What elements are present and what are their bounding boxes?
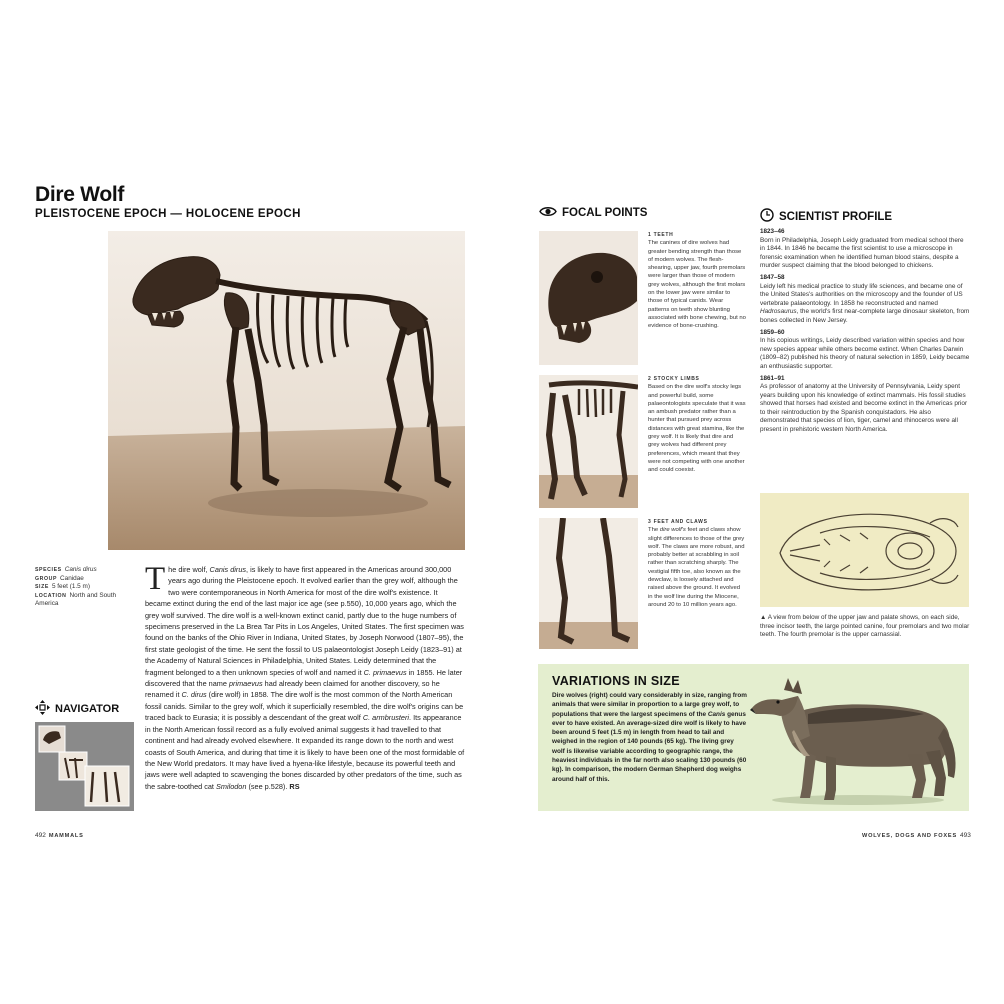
focal-point-text: feet and claws show slight differences to those of the grey wolf. The claws are more robust, and probably better at scrabbling in soil rather than scratching sharply. The vestigial fifth toe, also known as the dewclaw, is loosely attached and raised above the ground. It evolved in the wolf line during the Miocene, around 20 to 10 million years ago. <box>648 527 745 608</box>
variations-italic: Canis <box>707 710 726 718</box>
right-page <box>502 0 1004 1004</box>
section-name: MAMMALS <box>48 833 84 839</box>
focal-point-1 <box>648 231 746 331</box>
skeleton-photo <box>108 231 465 550</box>
fact-label: GROUP <box>35 575 58 582</box>
fact-label: LOCATION <box>35 592 67 599</box>
navigator-thumbnail[interactable] <box>35 722 134 811</box>
focal-point-2 <box>648 375 746 475</box>
folio-right <box>859 832 971 839</box>
focal-image-limbs <box>539 375 638 508</box>
scientist-profile-heading <box>760 208 892 225</box>
focal-point-heading: 2 STOCKY LIMBS <box>648 376 700 382</box>
focal-point-heading: 1 TEETH <box>648 232 674 238</box>
body-italic: C. armbrusteri <box>362 713 410 723</box>
clock-icon <box>760 208 774 225</box>
wolf-illustration <box>748 670 963 807</box>
fact-label: SIZE <box>35 584 49 591</box>
body-italic: primaevus <box>228 679 263 689</box>
scientist-timeline <box>760 228 970 435</box>
variations-title: VARIATIONS IN SIZE <box>552 674 680 688</box>
fact-value: 5 feet (1.5 m) <box>51 583 90 591</box>
body-run: . Its appearance in the North American fossil record as a fully evolved animal suggests it had travelled to that continent and had already evolved elsewhere. It expanded its range down to the north and west coasts of South America, and during that time it is likely to have been one of the most formidable of the New World predators. It may have lived a hyena-like lifestyle, because its powerful teeth and jaws were well adapted to scavenging the bones discarded by other predators of the time, such as the sabre-toothed cat <box>145 713 465 791</box>
fact-value: North and South America <box>35 591 117 608</box>
page-number: 492 <box>35 832 46 839</box>
page-subtitle: PLEISTOCENE EPOCH — HOLOCENE EPOCH <box>35 208 301 220</box>
skeleton-illustration <box>108 231 465 550</box>
variations-run: Dire wolves (right) could vary considerably in size, ranging from animals that were similar in proportion to a large grey wolf, to populations that were the largest specimens of the <box>552 692 747 718</box>
navigator-icon <box>35 700 50 718</box>
navigator-heading <box>35 700 119 718</box>
drop-cap: T <box>145 561 166 597</box>
timeline-text-pre: Leidy left his medical practice to study life sciences, and became one of the United States's authorities on the microscopy and the founder of US vertebrate palaeontology. In 1858 he reconstructed and named <box>760 282 963 307</box>
timeline-text: Born in Philadelphia, Joseph Leidy graduated from medical school there in 1844. In 1846 he became the first scientist to use a microscope in forensic examination when he identified human blood stains, despite a murder suspect claiming that the blood belonged to chickens. <box>760 236 964 270</box>
fact-value: Canidae <box>60 574 84 582</box>
body-italic: Canis dirus <box>209 565 247 574</box>
focal-point-text-pre: The <box>648 527 660 534</box>
body-run: , is likely to have first appeared in the Americas around 300,000 years ago during the Pleistocene epoch. It evolved earlier than the grey wolf, although the two were contemporaneous in North America for most of the dire wolf's existence. It became extinct during the end of the last major ice age (see p.550), 10,000 years ago, which the grey wolf survived. The dire wolf is a well-known extinct canid, partly due to the huge numbers of specimens preserved in the La Brea Tar Pits in Los Angeles, United States. The first specimen was found on the banks of the Ohio River in Indiana, United States, by Joseph Norwood (1807–95), the first state geologist of the time. He sent the fossil to US palaeontologist Joseph Leidy (1823–91) at the Academy of Natural Sciences in Philadelphia, United States. Leidy determined that the fragment belonged to a then unknown species of wolf and named it <box>145 565 464 677</box>
focal-points-title: FOCAL POINTS <box>562 207 648 219</box>
scientist-profile-title: SCIENTIST PROFILE <box>779 210 893 223</box>
body-run: had already been claimed for another discovery, so he renamed it <box>145 679 440 700</box>
variations-box <box>538 664 969 811</box>
fact-value: Canis dirus <box>64 566 97 573</box>
skull-engraving <box>760 493 969 607</box>
focal-point-3 <box>648 518 746 609</box>
focal-point-text: Based on the dire wolf's stocky legs and powerful build, some palaeontologists speculate that it was an ambush predator rather than a hunter that pursued prey across distances with great stamina, like the grey wolf. It is likely that dire and grey wolves had different prey preferences, which meant that they were not competing with one another and could coexist. <box>648 384 746 474</box>
timeline-italic: Hadrosaurus <box>760 308 797 316</box>
body-italic: C. dirus <box>181 690 207 700</box>
focal-image-feet <box>539 518 638 649</box>
variations-text <box>552 691 748 784</box>
timeline-text: As professor of anatomy at the University of Pennsylvania, Leidy spent years building upon his knowledge of extinct mammals. His fossil studies showed that horses had existed and become extinct in the Americas prior to their reintroduction by the Spanish conquistadors. He also demonstrated that species of lion, tiger, camel and rhinoceros were all present in prehistoric western North America. <box>760 383 968 434</box>
timeline-text: In his copious writings, Leidy described variation within species and how new species appear while others become extinct. When Charles Darwin (1809–82) published his theory of natural selection in 1859, Leidy became an enthusiastic supporter. <box>760 337 970 370</box>
timeline-year: 1861–91 <box>760 374 785 382</box>
body-run: (dire wolf) in 1858. The dire wolf is the most common of the North American fossil canids. Similar to the grey wolf, which it superficially resembled, the dire wolf's origins can be traced back to Eurasia; it is possibly a descendant of the great wolf <box>145 690 464 723</box>
timeline-year: 1847–58 <box>760 273 785 281</box>
eye-icon <box>539 206 557 220</box>
variations-run: genus ever to have existed. An average-sized dire wolf is likely to have been around 5 feet (1.5 m) in length from head to tail and weighed in the region of 140 pounds (65 kg). The living grey wolf is likewise variable according to geographic range, the heaviest individuals in the far north also scaling 130 pounds (60 kg). In comparison, the modern German Shepherd dog weighs around half of this. <box>552 710 747 783</box>
focal-points-heading <box>539 206 647 220</box>
body-run: in 1855. He later discovered that the name <box>145 667 463 689</box>
focal-image-teeth <box>539 231 638 365</box>
skull-caption: ▲ A view from below of the upper jaw and palate shows, on each side, three incisor teeth, the large pointed canine, four premolars and two molar teeth. The fourth premolar is the upper carnassial. <box>760 614 970 639</box>
body-run: he dire wolf, <box>168 565 210 574</box>
species-facts <box>35 566 140 609</box>
folio-left <box>35 832 87 839</box>
fact-label: SPECIES <box>35 567 62 573</box>
author-initials: RS <box>289 781 300 791</box>
focal-point-heading: 3 FEET AND CLAWS <box>648 519 708 525</box>
focal-point-italic: dire wolf's <box>659 527 686 534</box>
timeline-year: 1823–46 <box>760 228 785 235</box>
body-text <box>145 561 465 792</box>
page-title: Dire Wolf <box>35 183 125 206</box>
focal-point-text: The canines of dire wolves had greater bending strength than those of modern wolves. The flesh-shearing, upper jaw, fourth premolars were larger than those of modern grey wolves, although the first molars on the lower jaw were similar to those of typical canids. Wear patterns on teeth show blunting associated with bone chewing, but no evidence of bone-crushing. <box>648 240 746 330</box>
navigator-title: NAVIGATOR <box>55 703 120 715</box>
timeline-year: 1859–60 <box>760 328 785 336</box>
body-italic: Smilodon <box>216 781 247 791</box>
section-name: WOLVES, DOGS AND FOXES <box>862 833 957 839</box>
timeline-text: , the world's first near-complete large dinosaur skeleton, from bones collected in New Jersey. <box>760 308 970 324</box>
body-run: (see p.528). <box>246 781 288 791</box>
page-number: 493 <box>960 832 971 839</box>
body-italic: C. primaevus <box>363 667 407 677</box>
